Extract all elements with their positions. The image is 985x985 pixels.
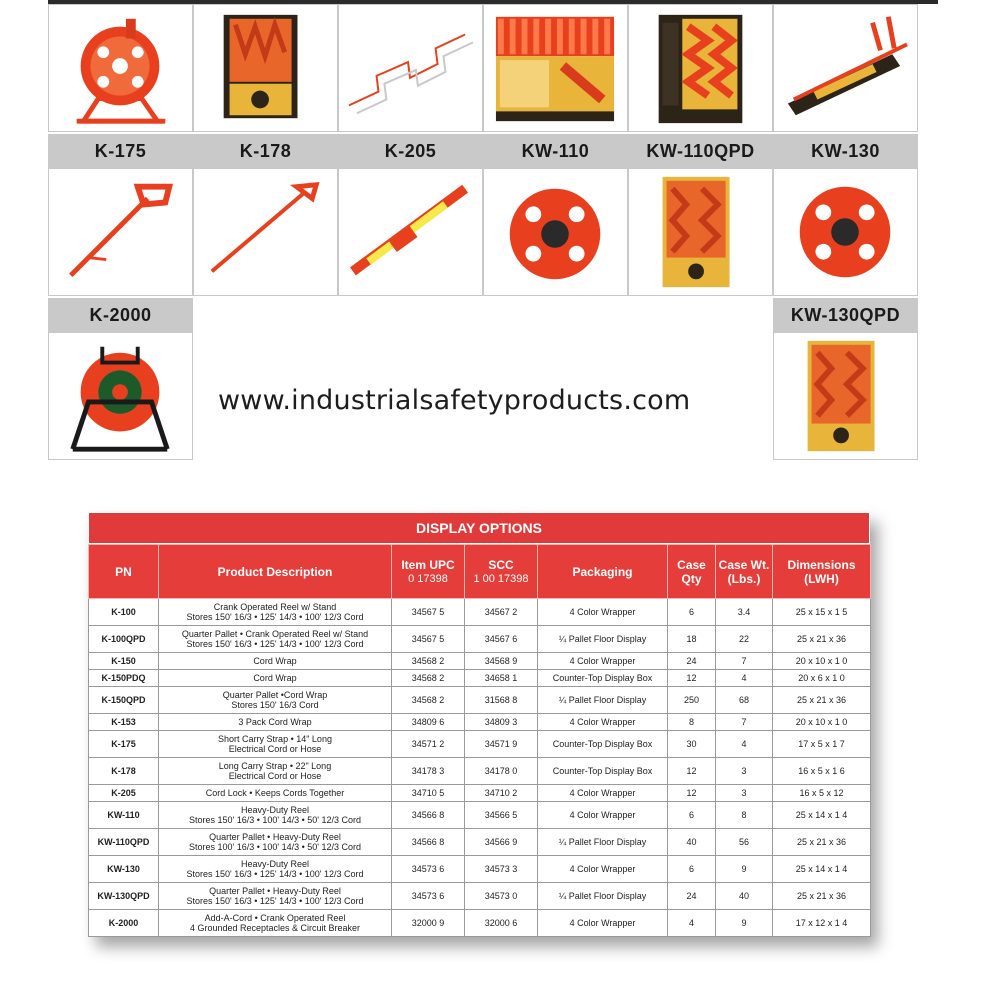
cell-scc: 34568 9 (465, 653, 538, 670)
cell-scc: 34710 2 (465, 785, 538, 802)
cell-qty: 30 (668, 731, 716, 758)
cell-scc: 32000 6 (465, 910, 538, 937)
cell-dim: 25 x 21 x 36 (773, 626, 871, 653)
cell-pack: ¼ Pallet Floor Display (538, 829, 668, 856)
cell-qty: 24 (668, 653, 716, 670)
cell-wt: 68 (716, 687, 773, 714)
product-image-kw-110 (483, 4, 628, 132)
product-image-kw-110qpd (628, 4, 773, 132)
table-row (89, 829, 871, 856)
cell-upc: 34567 5 (392, 626, 465, 653)
col-case-qty: Case Qty (668, 545, 716, 599)
cell-pack: 4 Color Wrapper (538, 785, 668, 802)
counter-display-box-icon (484, 5, 627, 131)
cell-qty: 24 (668, 883, 716, 910)
cell-qty: 6 (668, 599, 716, 626)
cell-scc: 34809 3 (465, 714, 538, 731)
cell-desc: Heavy-Duty Reel Stores 150' 16/3 • 100' 14/3 • 50' 12/3 Cord (159, 802, 392, 829)
cell-pn: K-2000 (89, 910, 159, 937)
product-image-add-a-cord (48, 332, 193, 460)
cell-pn: K-150 (89, 653, 159, 670)
table-row (89, 714, 871, 731)
col-scc (465, 545, 538, 599)
cell-pn: K-150PDQ (89, 670, 159, 687)
cell-pn: KW-130 (89, 856, 159, 883)
product-image-reel-display (628, 168, 773, 296)
add-a-cord-reel-icon (49, 333, 192, 459)
cell-dim: 25 x 14 x 1 4 (773, 802, 871, 829)
long-strap-icon (194, 169, 337, 295)
product-image-quarter-pallet (773, 332, 918, 460)
cell-scc: 34567 2 (465, 599, 538, 626)
cell-pack: 4 Color Wrapper (538, 910, 668, 937)
col-scc-label: SCC (488, 557, 514, 572)
cell-upc: 34568 2 (392, 687, 465, 714)
product-image-long-carry-strap (193, 168, 338, 296)
cell-qty: 12 (668, 758, 716, 785)
product-image-cord-wrap (338, 168, 483, 296)
cell-wt: 9 (716, 910, 773, 937)
cell-desc: Long Carry Strap • 22" Long Electrical Cord or Hose (159, 758, 392, 785)
product-image-short-carry-strap (48, 168, 193, 296)
cell-pack: Counter-Top Display Box (538, 758, 668, 785)
cell-pn: K-175 (89, 731, 159, 758)
cell-wt: 56 (716, 829, 773, 856)
cell-qty: 8 (668, 714, 716, 731)
cell-wt: 3 (716, 758, 773, 785)
cell-pn: K-100 (89, 599, 159, 626)
col-pn: PN (89, 545, 159, 599)
cell-pn: K-205 (89, 785, 159, 802)
table-title: DISPLAY OPTIONS (88, 512, 870, 544)
cell-wt: 3 (716, 785, 773, 802)
cell-dim: 20 x 6 x 1 0 (773, 670, 871, 687)
product-image-reel-2 (773, 168, 918, 296)
cell-pn: KW-130QPD (89, 883, 159, 910)
quarter-pallet-display-icon (629, 5, 772, 131)
table-row (89, 599, 871, 626)
product-label: K-205 (338, 134, 483, 168)
table-row (89, 687, 871, 714)
table-row (89, 785, 871, 802)
product-label: K-2000 (48, 298, 193, 332)
cell-pack: Counter-Top Display Box (538, 670, 668, 687)
cell-upc: 34573 6 (392, 856, 465, 883)
heavy-duty-reel-icon (484, 169, 627, 295)
cell-wt: 7 (716, 714, 773, 731)
cell-qty: 12 (668, 670, 716, 687)
cell-upc: 34568 2 (392, 670, 465, 687)
cell-desc: Quarter Pallet •Cord Wrap Stores 150' 16/3 Cord (159, 687, 392, 714)
table-row (89, 626, 871, 653)
product-image-k-205 (338, 4, 483, 132)
col-dimensions: Dimensions (LWH) (773, 545, 871, 599)
reel-display-box-icon (629, 169, 772, 295)
cord-lock-strip-icon (339, 5, 482, 131)
cell-scc: 34573 3 (465, 856, 538, 883)
cell-dim: 17 x 12 x 1 4 (773, 910, 871, 937)
cell-dim: 16 x 5 x 12 (773, 785, 871, 802)
product-label: K-175 (48, 134, 193, 168)
cell-dim: 25 x 21 x 36 (773, 883, 871, 910)
cell-wt: 4 (716, 731, 773, 758)
cell-upc: 34571 2 (392, 731, 465, 758)
cell-qty: 250 (668, 687, 716, 714)
cell-qty: 18 (668, 626, 716, 653)
product-label: KW-130 (773, 134, 918, 168)
product-image-kw-130 (773, 4, 918, 132)
cord-wrap-package-icon (774, 5, 917, 131)
cell-pn: K-178 (89, 758, 159, 785)
cell-pn: KW-110 (89, 802, 159, 829)
cell-qty: 12 (668, 785, 716, 802)
cell-pn: KW-110QPD (89, 829, 159, 856)
cell-wt: 4 (716, 670, 773, 687)
col-upc (392, 545, 465, 599)
cell-pack: 4 Color Wrapper (538, 653, 668, 670)
product-label: K-178 (193, 134, 338, 168)
table-row (89, 802, 871, 829)
yellow-cord-wrap-icon (339, 169, 482, 295)
website-url[interactable]: www.industrialsafetyproducts.com (218, 385, 691, 416)
product-label: KW-110 (483, 134, 628, 168)
cell-pn: K-153 (89, 714, 159, 731)
cell-upc: 34573 6 (392, 883, 465, 910)
product-label: KW-110QPD (628, 134, 773, 168)
cell-upc: 34567 5 (392, 599, 465, 626)
table-row (89, 758, 871, 785)
cell-scc: 34658 1 (465, 670, 538, 687)
cell-pack: 4 Color Wrapper (538, 599, 668, 626)
cell-scc: 31568 8 (465, 687, 538, 714)
cell-desc: Quarter Pallet • Crank Operated Reel w/ Stand Stores 150' 16/3 • 125' 14/3 • 100' 12/3 Cord (159, 626, 392, 653)
cell-upc: 34566 8 (392, 802, 465, 829)
cell-desc: Short Carry Strap • 14" Long Electrical Cord or Hose (159, 731, 392, 758)
col-scc-prefix: 1 00 17398 (473, 572, 529, 585)
product-label: KW-130QPD (773, 298, 918, 332)
cell-qty: 6 (668, 802, 716, 829)
col-description: Product Description (159, 545, 392, 599)
table-row (89, 856, 871, 883)
col-packaging: Packaging (538, 545, 668, 599)
options-table (88, 544, 871, 937)
cell-wt: 7 (716, 653, 773, 670)
quarter-pallet-display-icon (774, 333, 917, 459)
col-upc-prefix: 0 17398 (408, 572, 448, 585)
cell-wt: 3.4 (716, 599, 773, 626)
cell-upc: 32000 9 (392, 910, 465, 937)
cell-desc: Quarter Pallet • Heavy-Duty Reel Stores 100' 16/3 • 100' 14/3 • 50' 12/3 Cord (159, 829, 392, 856)
product-image-reel (483, 168, 628, 296)
cell-wt: 8 (716, 802, 773, 829)
table-header-row (89, 545, 871, 599)
cell-scc: 34178 0 (465, 758, 538, 785)
col-case-weight: Case Wt. (Lbs.) (716, 545, 773, 599)
cell-pack: 4 Color Wrapper (538, 802, 668, 829)
cell-wt: 9 (716, 856, 773, 883)
table-row (89, 670, 871, 687)
table-body (89, 599, 871, 937)
cell-wt: 40 (716, 883, 773, 910)
cell-desc: Cord Wrap (159, 653, 392, 670)
table-row (89, 653, 871, 670)
display-options-table (88, 512, 870, 937)
cell-pn: K-150QPD (89, 687, 159, 714)
cell-upc: 34809 6 (392, 714, 465, 731)
cell-desc: Heavy-Duty Reel Stores 150' 16/3 • 125' 14/3 • 100' 12/3 Cord (159, 856, 392, 883)
cell-desc: Cord Lock • Keeps Cords Together (159, 785, 392, 802)
hose-reel-on-stand-icon (49, 5, 192, 131)
cell-pn: K-100QPD (89, 626, 159, 653)
cell-dim: 20 x 10 x 1 0 (773, 714, 871, 731)
cell-qty: 40 (668, 829, 716, 856)
cell-dim: 20 x 10 x 1 0 (773, 653, 871, 670)
cell-upc: 34710 5 (392, 785, 465, 802)
cell-desc: 3 Pack Cord Wrap (159, 714, 392, 731)
cell-desc: Add-A-Cord • Crank Operated Reel 4 Grounded Receptacles & Circuit Breaker (159, 910, 392, 937)
cell-desc: Crank Operated Reel w/ Stand Stores 150' 16/3 • 125' 14/3 • 100' 12/3 Cord (159, 599, 392, 626)
cell-scc: 34566 9 (465, 829, 538, 856)
cell-dim: 25 x 21 x 36 (773, 829, 871, 856)
cell-upc: 34568 2 (392, 653, 465, 670)
cell-pack: ¼ Pallet Floor Display (538, 626, 668, 653)
boxed-cord-wraps-icon (194, 5, 337, 131)
col-upc-label: Item UPC (401, 557, 455, 572)
table-row (89, 731, 871, 758)
cell-desc: Cord Wrap (159, 670, 392, 687)
cell-dim: 16 x 5 x 1 6 (773, 758, 871, 785)
product-image-k-178 (193, 4, 338, 132)
cell-qty: 6 (668, 856, 716, 883)
cell-scc: 34566 5 (465, 802, 538, 829)
cell-scc: 34567 6 (465, 626, 538, 653)
carry-strap-icon (49, 169, 192, 295)
cell-pack: 4 Color Wrapper (538, 856, 668, 883)
cell-qty: 4 (668, 910, 716, 937)
heavy-duty-reel-icon (774, 169, 917, 295)
cell-scc: 34571 9 (465, 731, 538, 758)
table-row (89, 883, 871, 910)
cell-wt: 22 (716, 626, 773, 653)
cell-dim: 25 x 14 x 1 4 (773, 856, 871, 883)
table-row (89, 910, 871, 937)
cell-pack: Counter-Top Display Box (538, 731, 668, 758)
cell-desc: Quarter Pallet • Heavy-Duty Reel Stores 150' 16/3 • 125' 14/3 • 100' 12/3 Cord (159, 883, 392, 910)
cell-dim: 17 x 5 x 1 7 (773, 731, 871, 758)
cell-pack: ¼ Pallet Floor Display (538, 883, 668, 910)
cell-upc: 34178 3 (392, 758, 465, 785)
cell-pack: ¼ Pallet Floor Display (538, 687, 668, 714)
cell-upc: 34566 8 (392, 829, 465, 856)
cell-dim: 25 x 15 x 1 5 (773, 599, 871, 626)
product-image-k-175 (48, 4, 193, 132)
cell-scc: 34573 0 (465, 883, 538, 910)
cell-pack: 4 Color Wrapper (538, 714, 668, 731)
cell-dim: 25 x 21 x 36 (773, 687, 871, 714)
